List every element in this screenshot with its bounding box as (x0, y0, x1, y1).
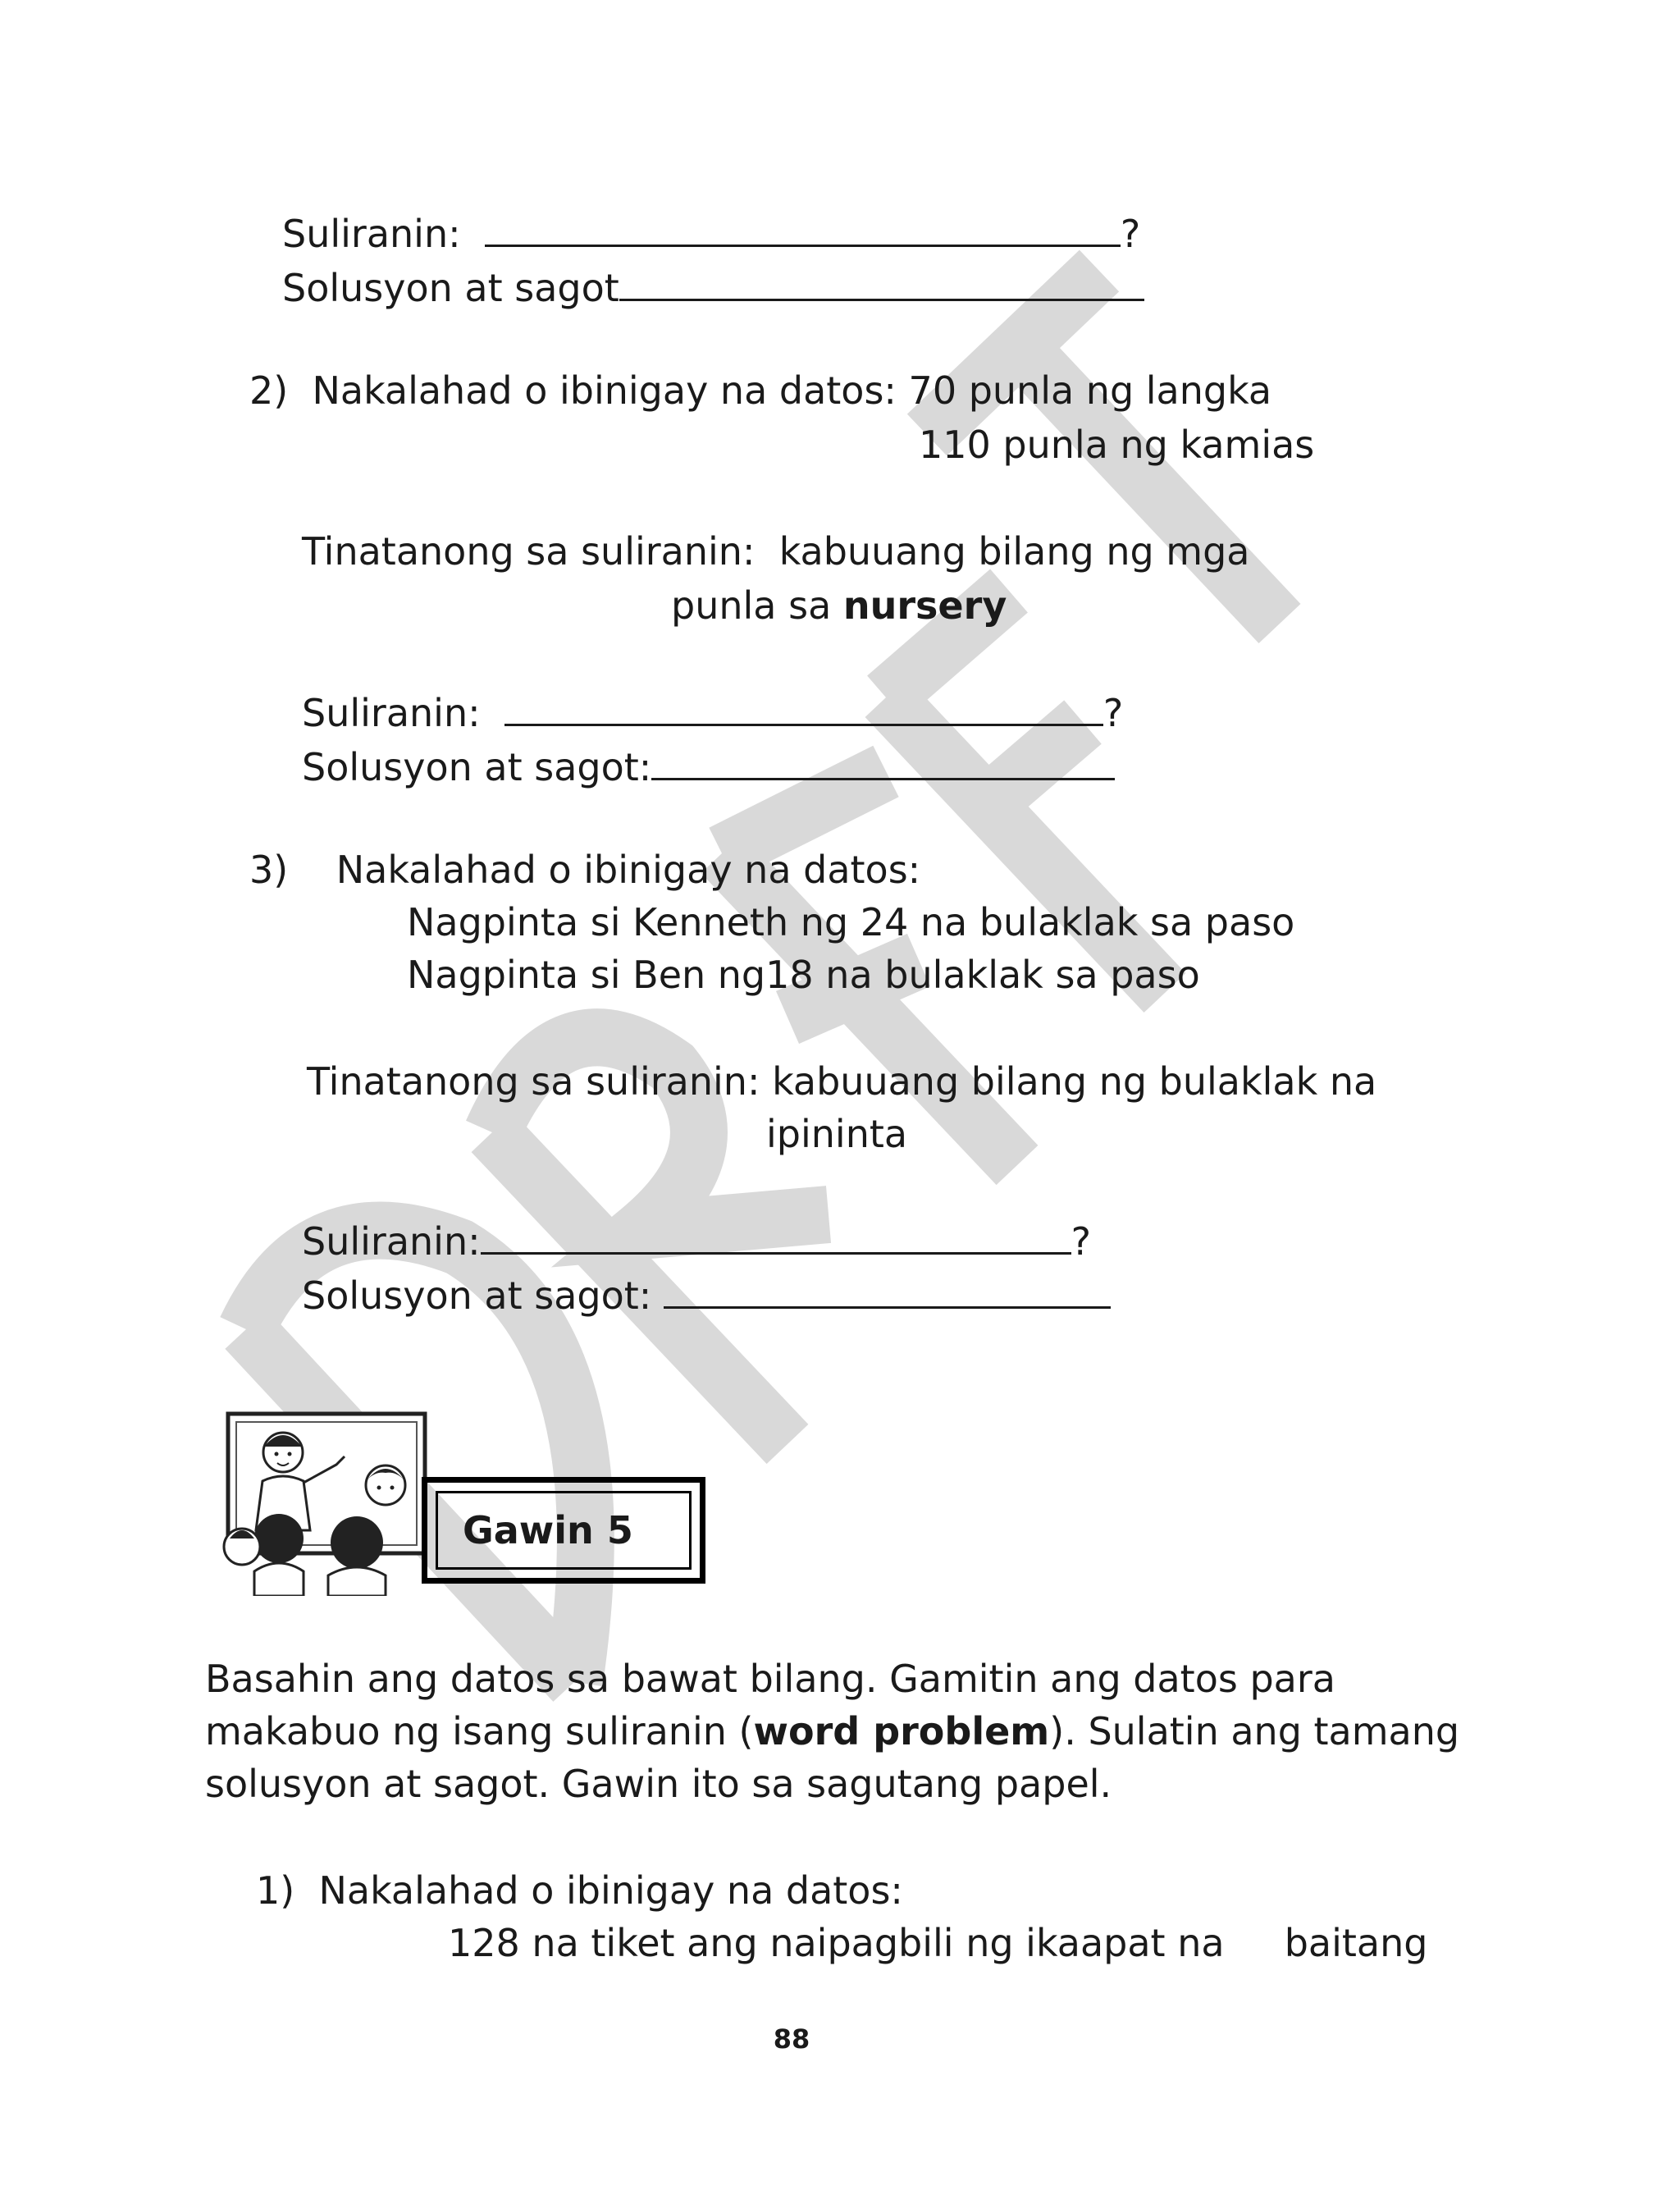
item2-given (249, 368, 1271, 414)
asked-label: Tinatanong sa suliranin: (307, 1059, 760, 1104)
item-number: 3) (249, 848, 289, 892)
instructions-bold: word problem (753, 1709, 1050, 1753)
given-label: Nakalahad o ibinigay na datos: (312, 368, 897, 413)
answer-blank[interactable] (651, 742, 1115, 780)
item3-suliranin (302, 1216, 1091, 1264)
gawin-title: Gawin 5 (463, 1508, 633, 1552)
given-value: 128 na tiket ang naipagbili ng ikaapat na (448, 1921, 1225, 1965)
asked-text: punla sa (671, 583, 843, 628)
answer-blank[interactable] (664, 1270, 1111, 1309)
instructions-line-1: Basahin ang datos sa bawat bilang. Gamitin ang datos para (205, 1657, 1335, 1701)
answer-blank[interactable] (504, 688, 1103, 726)
item3-given (249, 847, 920, 893)
item3-given-1: Nagpinta si Kenneth ng 24 na bulaklak sa paso (407, 900, 1295, 944)
question-mark: ? (1071, 1219, 1092, 1264)
suliranin-label: Suliranin: (302, 1219, 481, 1264)
solusyon-label: Solusyon at sagot: (302, 1273, 652, 1318)
solusyon-line-prev (282, 263, 1144, 311)
question-mark: ? (1102, 691, 1124, 735)
item3-solusyon (302, 1270, 1111, 1319)
item3-given-2: Nagpinta si Ben ng18 na bulaklak sa paso (407, 953, 1200, 997)
instructions-text: ). Sulatin ang tamang (1049, 1709, 1460, 1753)
item2-asked (302, 528, 1250, 574)
suliranin-label: Suliranin: (282, 212, 461, 256)
item3-asked (307, 1058, 1376, 1104)
next-item1-given-1 (448, 1920, 1427, 1966)
instructions-line-2 (205, 1708, 1459, 1754)
item2-given-2: 110 punla ng kamias (919, 423, 1315, 467)
given-label: Nakalahad o ibinigay na datos: (318, 1868, 903, 1913)
answer-blank[interactable] (485, 208, 1121, 247)
instructions-text: makabuo ng isang suliranin ( (205, 1709, 754, 1753)
asked-label: Tinatanong sa suliranin: (302, 529, 756, 574)
instructions-line-3: solusyon at sagot. Gawin ito sa sagutang papel. (205, 1762, 1112, 1806)
given-value-end: baitang (1284, 1921, 1428, 1965)
given-value: 70 punla ng langka (908, 368, 1272, 413)
item2-suliranin (302, 688, 1123, 736)
question-mark: ? (1120, 212, 1141, 256)
solusyon-label: Solusyon at sagot: (302, 745, 652, 789)
suliranin-label: Suliranin: (302, 691, 481, 735)
given-label: Nakalahad o ibinigay na datos: (336, 848, 921, 892)
solusyon-label: Solusyon at sagot (282, 266, 619, 310)
teacher-and-students-icon (221, 1407, 443, 1596)
item3-asked-2: ipininta (766, 1112, 908, 1156)
item2-solusyon (302, 742, 1115, 790)
asked-value: kabuuang bilang ng bulaklak na (772, 1059, 1377, 1104)
page-number: 88 (773, 2023, 810, 2055)
answer-blank[interactable] (481, 1216, 1071, 1255)
next-item1-given (256, 1868, 903, 1913)
answer-blank[interactable] (619, 263, 1144, 301)
suliranin-line-prev (282, 208, 1140, 257)
asked-bold: nursery (842, 583, 1007, 628)
item2-asked-2 (671, 583, 1007, 629)
item-number: 1) (256, 1868, 295, 1913)
item-number: 2) (249, 368, 289, 413)
asked-value: kabuuang bilang ng mga (778, 529, 1250, 574)
